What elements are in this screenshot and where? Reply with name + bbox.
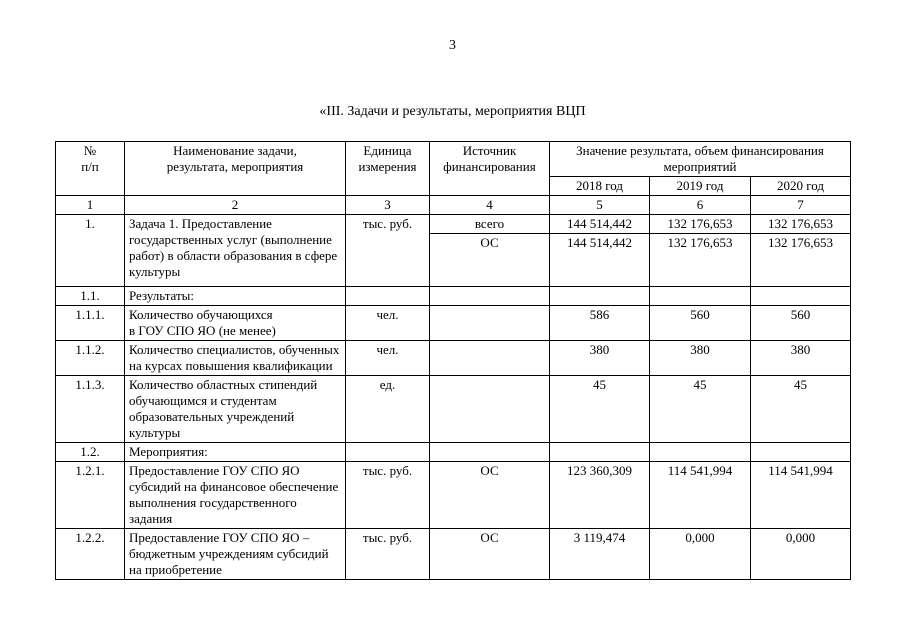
page-number: 3 <box>449 38 456 53</box>
header-unit: Единица измерения <box>346 142 430 196</box>
table-row <box>56 287 851 306</box>
row-value-2019: 380 <box>650 341 751 376</box>
table-row <box>56 306 851 341</box>
col-number: 4 <box>430 196 550 215</box>
table-row <box>56 529 851 580</box>
row-value-2020: 0,000 <box>751 529 851 580</box>
row-name: Задача 1. Предоставление государственных услуг (выполнение работ) в области образования в сфере культуры <box>125 215 346 287</box>
row-value-2020: 132 176,653 <box>751 215 851 234</box>
header-year-2020: 2020 год <box>751 177 851 196</box>
row-value-2018: 586 <box>550 306 650 341</box>
row-value-2018: 123 360,309 <box>550 462 650 529</box>
row-num: 1.1. <box>56 287 125 306</box>
row-value-2020: 114 541,994 <box>751 462 851 529</box>
row-value-2019: 132 176,653 <box>650 234 751 287</box>
header-source: Источник финансирования <box>430 142 550 196</box>
row-num: 1.2. <box>56 443 125 462</box>
col-number: 7 <box>751 196 851 215</box>
table-row <box>56 462 851 529</box>
row-value-2019: 132 176,653 <box>650 215 751 234</box>
row-unit: тыс. руб. <box>346 529 430 580</box>
row-unit: чел. <box>346 341 430 376</box>
header-year-2019: 2019 год <box>650 177 751 196</box>
header-num: № п/п <box>56 142 125 196</box>
row-value-2020: 132 176,653 <box>751 234 851 287</box>
row-value-2020: 45 <box>751 376 851 443</box>
row-num: 1.1.2. <box>56 341 125 376</box>
row-name: Предоставление ГОУ СПО ЯО субсидий на финансовое обеспечение выполнения государственного задания <box>125 462 346 529</box>
row-value-2018: 3 119,474 <box>550 529 650 580</box>
row-value-2020: 560 <box>751 306 851 341</box>
row-name: Мероприятия: <box>125 443 346 462</box>
row-num: 1.1.3. <box>56 376 125 443</box>
column-numbers-row <box>56 196 851 215</box>
header-row <box>56 142 851 177</box>
row-unit: тыс. руб. <box>346 462 430 529</box>
row-value-2019: 114 541,994 <box>650 462 751 529</box>
table-row <box>56 443 851 462</box>
row-unit: тыс. руб. <box>346 215 430 287</box>
row-num: 1.1.1. <box>56 306 125 341</box>
row-value-2019: 560 <box>650 306 751 341</box>
table-row <box>56 341 851 376</box>
row-source: всего <box>430 215 550 234</box>
table-row <box>56 215 851 234</box>
row-unit: ед. <box>346 376 430 443</box>
row-value-2018: 380 <box>550 341 650 376</box>
row-unit: чел. <box>346 306 430 341</box>
row-value-2019: 45 <box>650 376 751 443</box>
header-year-2018: 2018 год <box>550 177 650 196</box>
col-number: 6 <box>650 196 751 215</box>
section-title: «III. Задачи и результаты, мероприятия ВЦП <box>319 104 586 119</box>
row-value-2018: 144 514,442 <box>550 234 650 287</box>
row-name: Количество обучающихся в ГОУ СПО ЯО (не менее) <box>125 306 346 341</box>
table-row <box>56 376 851 443</box>
row-value-2020: 380 <box>751 341 851 376</box>
tasks-table <box>55 141 851 580</box>
row-num: 1.2.1. <box>56 462 125 529</box>
row-name: Результаты: <box>125 287 346 306</box>
col-number: 1 <box>56 196 125 215</box>
row-source: ОС <box>430 529 550 580</box>
col-number: 2 <box>125 196 346 215</box>
header-value: Значение результата, объем финансирования мероприятий <box>550 142 851 177</box>
row-value-2019: 0,000 <box>650 529 751 580</box>
row-value-2018: 144 514,442 <box>550 215 650 234</box>
col-number: 5 <box>550 196 650 215</box>
row-name: Количество специалистов, обученных на курсах повышения квалификации <box>125 341 346 376</box>
row-num: 1.2.2. <box>56 529 125 580</box>
row-value-2018: 45 <box>550 376 650 443</box>
row-num: 1. <box>56 215 125 287</box>
header-name: Наименование задачи, результата, мероприятия <box>125 142 346 196</box>
col-number: 3 <box>346 196 430 215</box>
row-source: ОС <box>430 462 550 529</box>
row-source: ОС <box>430 234 550 287</box>
row-name: Количество областных стипендий обучающимся и студентам образовательных учреждений культуры <box>125 376 346 443</box>
row-name: Предоставление ГОУ СПО ЯО – бюджетным учреждениям субсидий на приобретение <box>125 529 346 580</box>
